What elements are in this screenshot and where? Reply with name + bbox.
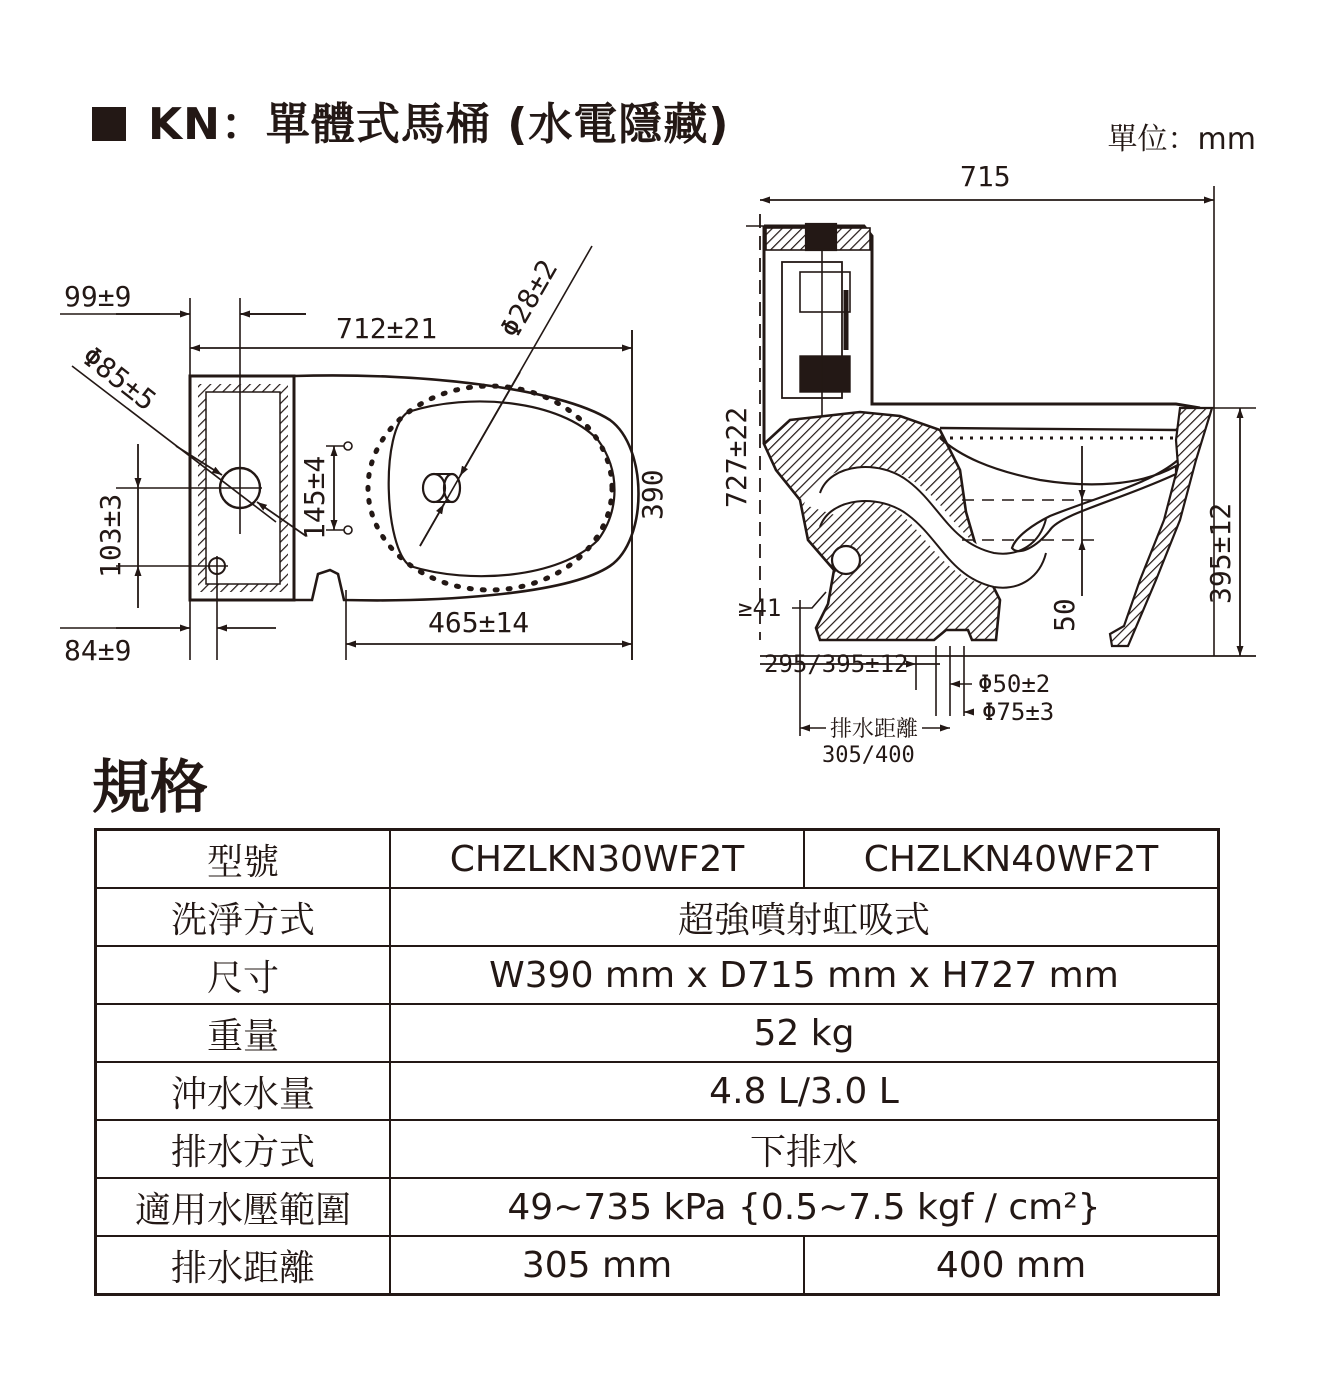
dim-85: Φ85±5: [75, 339, 163, 418]
row-label: 沖水水量: [96, 1062, 391, 1120]
dim-50: 50: [1048, 598, 1081, 632]
row-label: 型號: [96, 830, 391, 889]
dim-99: 99±9: [64, 280, 132, 313]
table-row: [96, 1120, 1219, 1178]
row-value: 超強噴射虹吸式: [390, 888, 1219, 946]
row-value: 52 kg: [390, 1004, 1219, 1062]
row-label: 洗淨方式: [96, 888, 391, 946]
table-row: [96, 1004, 1219, 1062]
dim-41: ≥41: [738, 594, 782, 622]
dim-295: 295/395±12: [764, 650, 909, 678]
dim-50-pipe: Φ50±2: [978, 670, 1051, 698]
dim-715: 715: [960, 160, 1011, 193]
drain-305: 305 mm: [390, 1236, 804, 1295]
model-2: CHZLKN40WF2T: [804, 830, 1219, 889]
dim-75-pipe: Φ75±3: [982, 698, 1055, 726]
table-row: [96, 1236, 1219, 1295]
row-value: 49~735 kPa {0.5~7.5 kgf / cm²}: [390, 1178, 1219, 1236]
dim-390: 390: [636, 469, 669, 520]
dim-145: 145±4: [298, 455, 331, 540]
unit-label: 單位：mm: [1107, 122, 1256, 157]
bowl-outline: [294, 375, 639, 600]
dim-712: 712±21: [336, 312, 438, 345]
row-label: 排水距離: [96, 1236, 391, 1295]
top-view: [60, 246, 639, 660]
row-label: 尺寸: [96, 946, 391, 1004]
table-row: [96, 946, 1219, 1004]
table-row: [96, 888, 1219, 946]
table-row: [96, 1178, 1219, 1236]
table-row: [96, 830, 1219, 889]
drain-distance-value: 305/400: [822, 743, 915, 768]
row-label: 適用水壓範圍: [96, 1178, 391, 1236]
dim-84: 84±9: [64, 634, 132, 667]
table-row: [96, 1062, 1219, 1120]
spec-table: [94, 828, 1220, 1296]
row-value: 4.8 L/3.0 L: [390, 1062, 1219, 1120]
row-value: W390 mm x D715 mm x H727 mm: [390, 946, 1219, 1004]
row-value: 下排水: [390, 1120, 1219, 1178]
row-label: 重量: [96, 1004, 391, 1062]
dim-103: 103±3: [94, 493, 127, 578]
spec-heading: 規格: [92, 753, 209, 821]
front-wall: [1110, 408, 1212, 646]
dim-465: 465±14: [428, 606, 530, 639]
drain-400: 400 mm: [804, 1236, 1219, 1295]
model-1: CHZLKN30WF2T: [390, 830, 804, 889]
row-label: 排水方式: [96, 1120, 391, 1178]
dim-28: Φ28±2: [493, 253, 565, 344]
drain-distance-label: 排水距離: [830, 717, 919, 742]
dim-727: 727±22: [720, 406, 753, 508]
title-text: KN：單體式馬桶 (水電隱藏): [148, 99, 730, 150]
dim-395: 395±12: [1204, 502, 1237, 604]
